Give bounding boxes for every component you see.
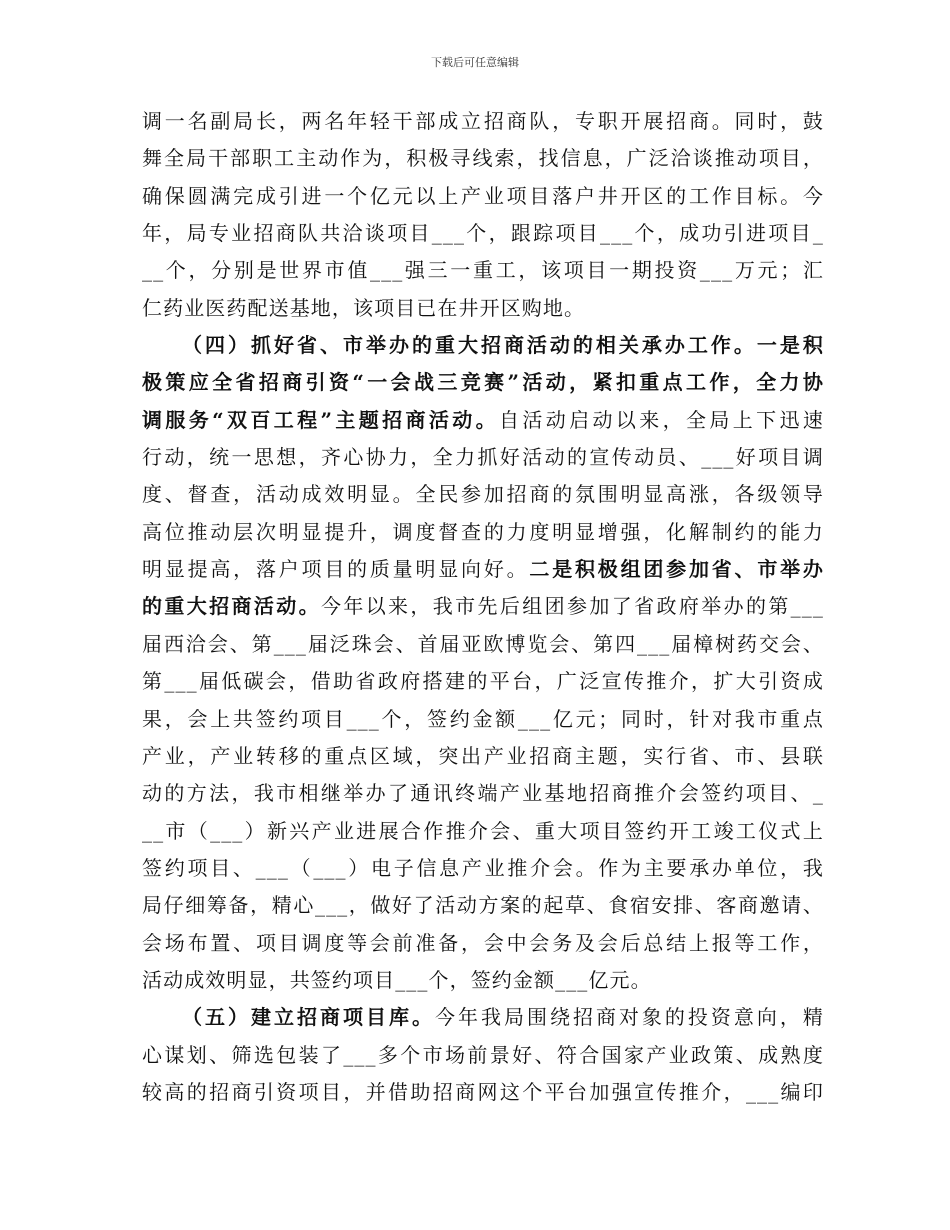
page-header: 下载后可任意编辑 (431, 56, 519, 69)
text-line: 第___届低碳会，借助省政府搭建的平台，广泛宣传推介，扩大引资成 (142, 669, 824, 694)
bold-heading: （四）抓好省、市举办的重大招商活动的相关承办工作。一是积 (182, 333, 824, 358)
text-line: 果，会上共签约项目___个，签约金额___亿元；同时，针对我市重点 (142, 706, 824, 731)
text-line: 明显提高，落户项目的质量明显向好。二是积极组团参加省、市举办 (142, 557, 824, 582)
text-line: 届西洽会、第___届泛珠会、首届亚欧博览会、第四___届樟树药交会、 (142, 631, 824, 656)
text-line: 调一名副局长，两名年轻干部成立招商队，专职开展招商。同时，鼓 (142, 109, 824, 133)
text-line (142, 327, 824, 364)
text-line: 确保圆满完成引进一个亿元以上产业项目落户井开区的工作目标。今 (142, 183, 824, 208)
text-line: 签约项目、___（___）电子信息产业推介会。作为主要承办单位，我 (142, 855, 824, 880)
text-line: 行动，统一思想，齐心协力，全力抓好活动的宣传动员、___好项目调 (142, 445, 824, 470)
text-line: 活动成效明显，共签约项目___个，签约金额___亿元。 (142, 967, 652, 992)
bold-heading: （五）建立招商项目库。 (182, 1005, 435, 1030)
text-line: 心谋划、筛选包装了___多个市场前景好、符合国家产业政策、成熟度 (142, 1042, 824, 1067)
text-line: 的重大招商活动。今年以来，我市先后组团参加了省政府举办的第___ (142, 594, 824, 619)
text-line: 年，局专业招商队共洽谈项目___个，跟踪项目___个，成功引进项目_ (142, 221, 824, 246)
text-line: （五）建立招商项目库。今年我局围绕招商对象的投资意向，精 (182, 1005, 825, 1030)
text-line: 局仔细筹备，精心___，做好了活动方案的起草、食宿安排、客商邀请、 (142, 893, 824, 918)
text-line: 度、督查，活动成效明显。全民参加招商的氛围明显高涨，各级领导 (142, 482, 824, 507)
text-line: 舞全局干部职工主动作为，积极寻线索，找信息，广泛洽谈推动项目， (142, 146, 824, 171)
text-line: 较高的招商引资项目，并借助招商网这个平台加强宣传推介，___编印 (142, 1079, 824, 1104)
text-line: __个，分别是世界市值___强三一重工，该项目一期投资___万元；汇 (142, 258, 824, 283)
text-line: 极策应全省招商引资“一会战三竞赛”活动，紧扣重点工作，全力协 (142, 370, 824, 395)
text-line: __市（___）新兴产业进展合作推介会、重大项目签约开工竣工仪式上 (142, 818, 824, 843)
text-line: 产业，产业转移的重点区域，突出产业招商主题，实行省、市、县联 (142, 743, 824, 768)
text-line: 会场布置、项目调度等会前准备，会中会务及会后总结上报等工作， (142, 930, 824, 955)
document-body (142, 103, 824, 1111)
text-line: 仁药业医药配送基地，该项目已在井开区购地。 (142, 295, 586, 320)
text-line: 调服务“双百工程”主题招商活动。自活动启动以来，全局上下迅速 (142, 407, 824, 432)
text-line: 高位推动层次明显提升，调度督查的力度明显增强，化解制约的能力 (142, 519, 824, 544)
text-line: 动的方法，我市相继举办了通讯终端产业基地招商推介会签约项目、_ (142, 781, 824, 806)
